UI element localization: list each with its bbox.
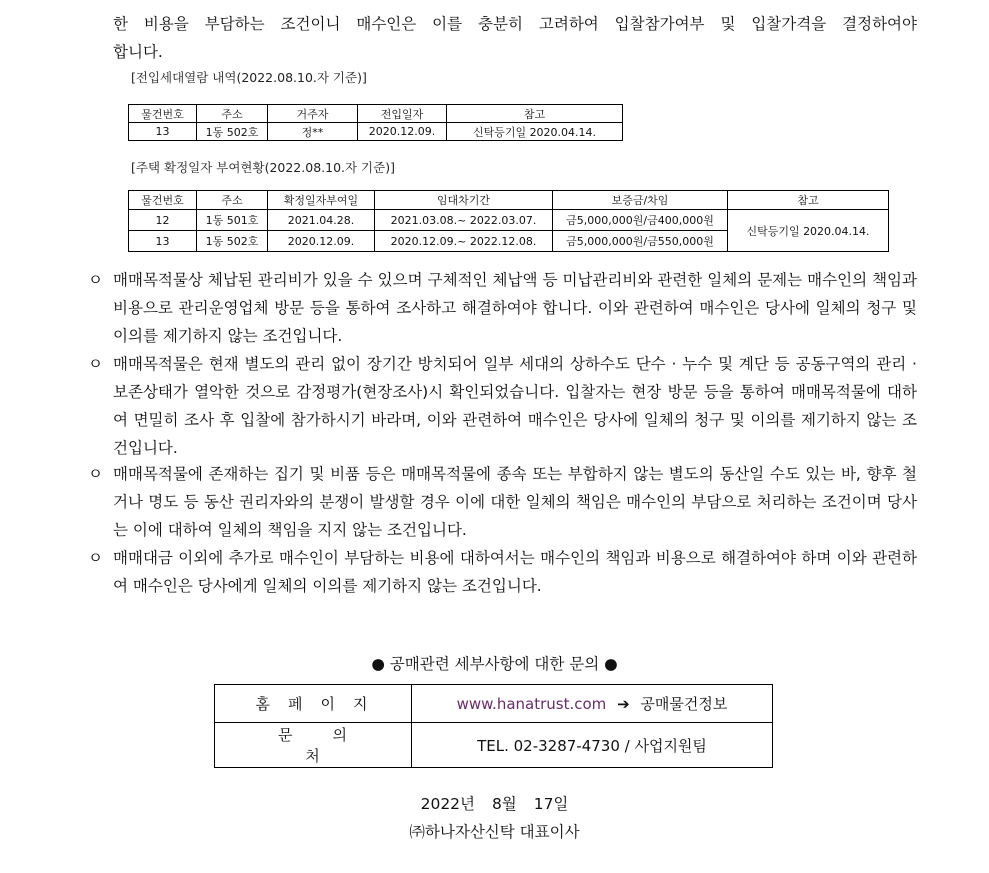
table-cell: 2020.12.09. (268, 231, 375, 252)
intro-line-1: 한 비용을 부담하는 조건이니 매수인은 이를 충분히 고려하여 입찰참가여부 및 입찰가격을 결정하여야 (113, 15, 917, 33)
bullet-text: 매매목적물상 체납된 관리비가 있을 수 있으며 구체적인 체납액 등 미납관리비와 관련한 일체의 문제는 매수인의 책임과 비용으로 관리운영업체 방문 등을 통하여 조사하고 해결하여야 합니다. 이와 관련하여 매수인은 당사에 일체의 청구 및 이의를 제기하지 않는 조건입니다. (113, 271, 917, 345)
table-cell: 금5,000,000원/금550,000원 (553, 231, 728, 252)
table-header-cell: 거주자 (268, 105, 358, 123)
table-cell: 12 (129, 210, 197, 231)
table-cell: 정** (268, 123, 358, 141)
table-cell: 1동 502호 (197, 123, 268, 141)
homepage-target: 공매물건정보 (640, 695, 728, 713)
table-header-cell: 전입일자 (358, 105, 447, 123)
homepage-label: 홈페이지 (215, 685, 412, 723)
document-date: 2022년 8월 17일 (420, 795, 569, 813)
table-header-cell: 임대차기간 (375, 191, 553, 210)
table-cell: 2021.03.08.~ 2022.03.07. (375, 210, 553, 231)
inquiry-value: TEL. 02-3287-4730 / 사업지원팀 (412, 723, 773, 768)
table-row (129, 210, 889, 231)
table-header-cell: 참고 (728, 191, 889, 210)
table-cell: 2020.12.09. (358, 123, 447, 141)
contact-title: ● 공매관련 세부사항에 대한 문의 ● (371, 655, 618, 673)
table-header-cell: 보증금/차임 (553, 191, 728, 210)
table-cell: 금5,000,000원/금400,000원 (553, 210, 728, 231)
homepage-link[interactable]: www.hanatrust.com (456, 695, 607, 713)
bullet-text: 매매목적물에 존재하는 집기 및 비품 등은 매매목적물에 종속 또는 부합하지 않는 별도의 동산일 수도 있는 바, 향후 철거나 명도 등 동산 권리자와의 분쟁이 발생할 경우 이에 대한 일체의 책임은 매수인의 부담으로 처리하는 조건이며 당사는 이에 대하여 일체의 책임을 지지 않는 조건입니다. (113, 465, 917, 539)
table-header-cell: 확정일자부여일 (268, 191, 375, 210)
table-cell: 신탁등기일 2020.04.14. (447, 123, 623, 141)
table-note-cell: 신탁등기일 2020.04.14. (728, 210, 889, 252)
table-row (215, 685, 773, 723)
table-header-cell: 물건번호 (129, 105, 197, 123)
table-cell: 2021.04.28. (268, 210, 375, 231)
table-cell: 2020.12.09.~ 2022.12.08. (375, 231, 553, 252)
table-header-cell: 주소 (197, 191, 268, 210)
bullet-mark: ㅇ (88, 465, 103, 483)
bullet-mark: ㅇ (88, 549, 103, 567)
table-header-cell: 물건번호 (129, 191, 197, 210)
bullet-text: 매매목적물은 현재 별도의 관리 없이 장기간 방치되어 일부 세대의 상하수도 단수 · 누수 및 계단 등 공동구역의 관리 · 보존상태가 열악한 것으로 감정평가(현장조사)시 확인되었습니다. 입찰자는 현장 방문 등을 통하여 매매목적물에 대하여 면밀히 조사 후 입찰에 참가하시기 바라며, 이와 관련하여 매수인은 당사에 일체의 청구 및 이의를 제기하지 않는 조건입니다. (113, 355, 917, 457)
intro-line-2: 합니다. (113, 43, 163, 61)
intro-paragraph (113, 10, 917, 66)
fixed-date-table (128, 190, 889, 252)
table-header-cell: 주소 (197, 105, 268, 123)
arrow-right-icon: ➔ (617, 695, 630, 713)
list-item (88, 350, 917, 462)
list-item (88, 460, 917, 544)
table-row (215, 723, 773, 768)
bullet-mark: ㅇ (88, 355, 103, 373)
table-cell: 1동 502호 (197, 231, 268, 252)
table-cell: 1동 501호 (197, 210, 268, 231)
table-header-row (129, 105, 623, 123)
list-item (88, 544, 917, 600)
table2-caption: [주택 확정일자 부여현황(2022.08.10.자 기준)] (131, 160, 395, 175)
contact-table (214, 684, 773, 768)
table-cell: 13 (129, 231, 197, 252)
homepage-cell (412, 685, 773, 723)
table-row (129, 123, 623, 141)
bullet-mark: ㅇ (88, 271, 103, 289)
bullet-text: 매매대금 이외에 추가로 매수인이 부담하는 비용에 대하여서는 매수인의 책임과 비용으로 해결하여야 하며 이와 관련하여 매수인은 당사에게 일체의 이의를 제기하지 않는 조건입니다. (113, 549, 917, 595)
move-in-table (128, 104, 623, 141)
table1-caption: [전입세대열람 내역(2022.08.10.자 기준)] (131, 70, 367, 85)
list-item (88, 266, 917, 350)
table-cell: 13 (129, 123, 197, 141)
inquiry-label: 문의처 (215, 723, 412, 768)
table-header-row (129, 191, 889, 210)
company-signature: ㈜하나자산신탁 대표이사 (409, 823, 580, 841)
table-header-cell: 참고 (447, 105, 623, 123)
